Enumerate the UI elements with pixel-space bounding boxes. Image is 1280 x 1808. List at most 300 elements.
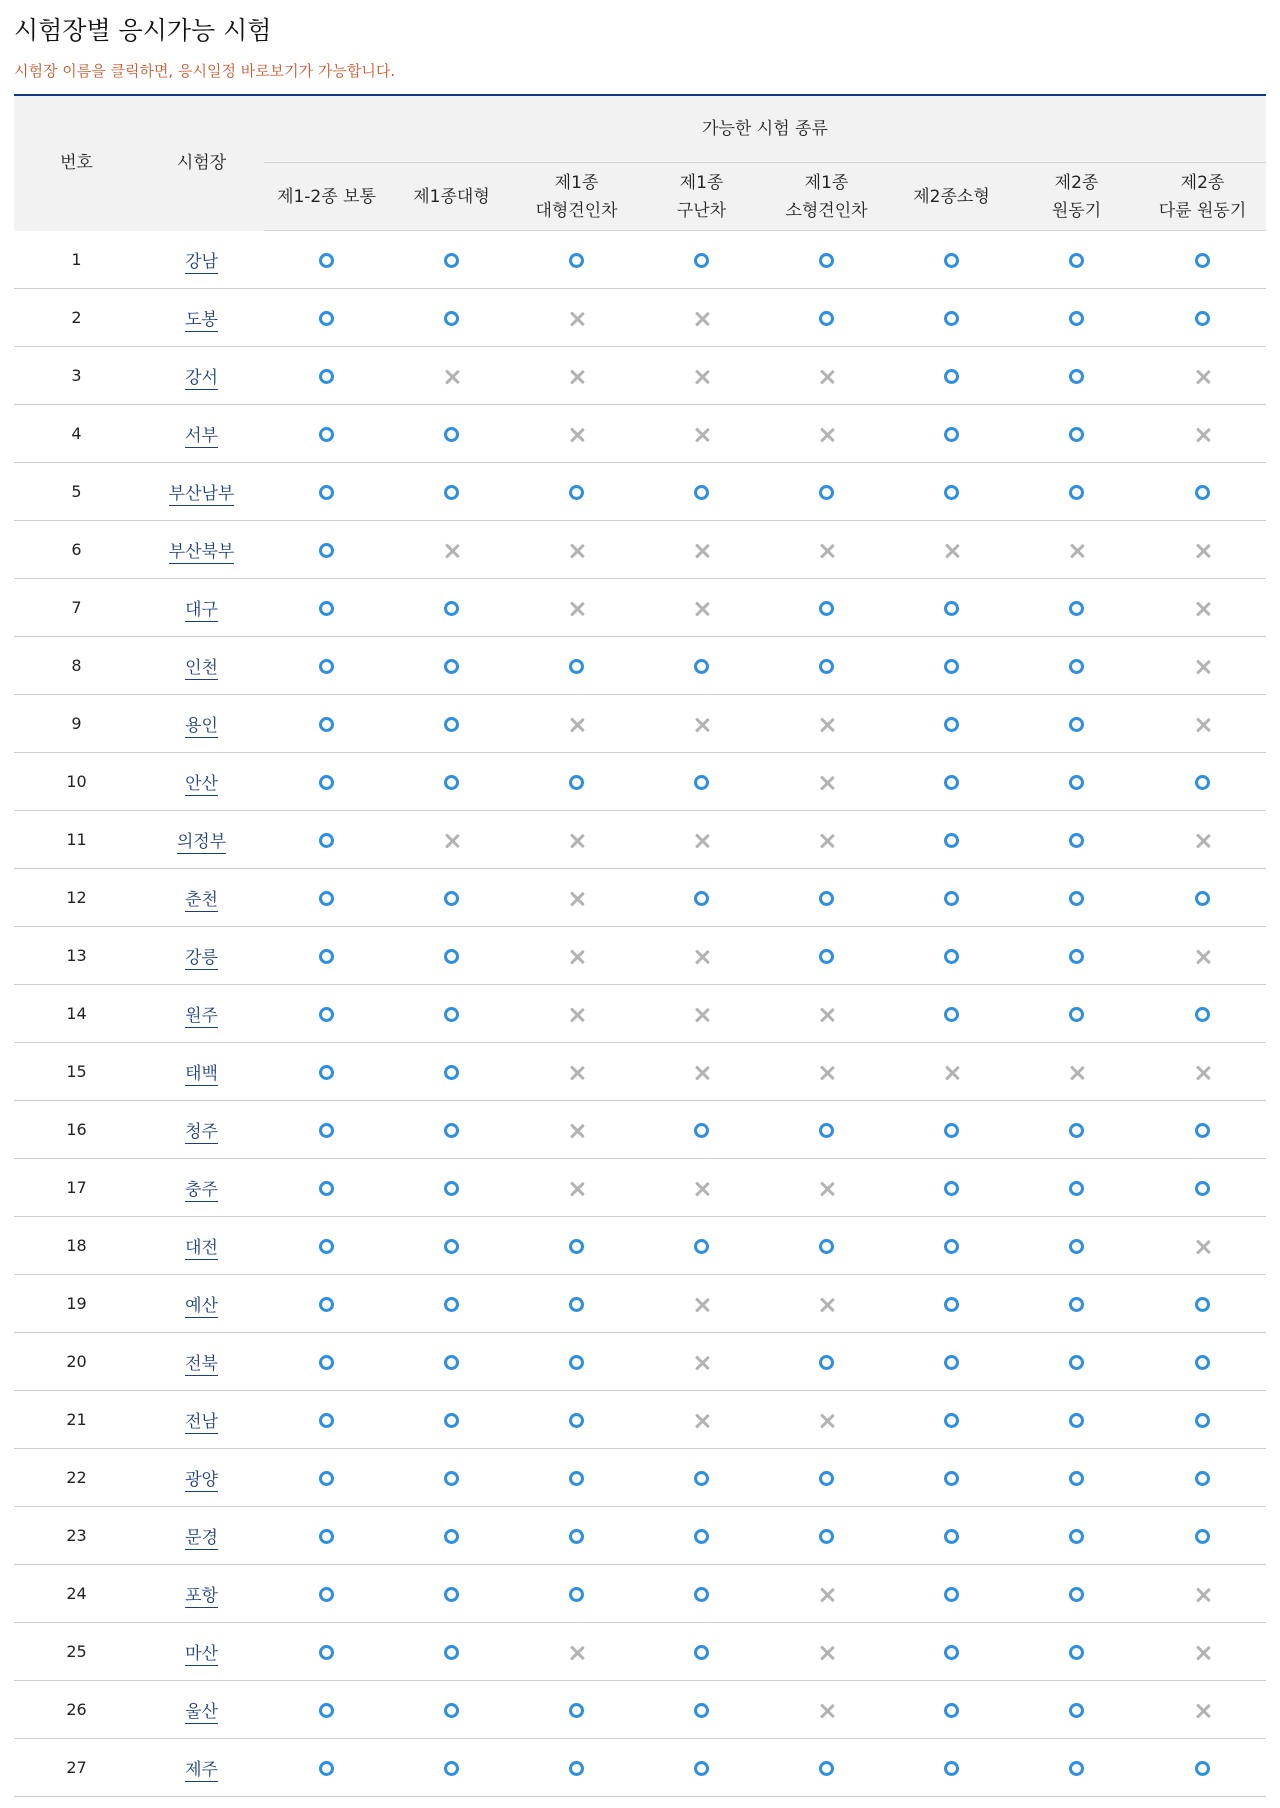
center-link[interactable]: 강남: [185, 251, 218, 272]
circle-o-icon: [694, 1761, 709, 1776]
table-row: [14, 811, 1266, 869]
circle-o-icon: [694, 891, 709, 906]
availability-cell: [1139, 695, 1266, 753]
circle-o-icon: [944, 253, 959, 268]
center-link[interactable]: 강서: [185, 368, 218, 388]
table-row: [14, 753, 1266, 811]
availability-cell: [1014, 753, 1139, 811]
availability-cell: [514, 753, 639, 811]
availability-cell: [764, 695, 889, 753]
availability-cell: [889, 347, 1014, 405]
center-link[interactable]: 도봉: [185, 310, 218, 330]
header-exam-type-line: 제2종: [1180, 172, 1225, 193]
x-icon: [819, 1065, 835, 1081]
circle-o-icon: [319, 1123, 334, 1138]
availability-cell: [389, 1681, 514, 1739]
availability-cell: [764, 289, 889, 347]
center-link[interactable]: 태백: [185, 1064, 218, 1084]
circle-o-icon: [319, 427, 334, 442]
availability-cell: [389, 695, 514, 753]
availability-cell: [389, 579, 514, 637]
circle-o-icon: [944, 1181, 959, 1196]
availability-cell: [764, 1333, 889, 1391]
availability-cell: [639, 811, 764, 869]
availability-cell: [389, 347, 514, 405]
circle-o-icon: [1069, 427, 1084, 442]
center-link[interactable]: 인천: [185, 658, 218, 678]
availability-cell: [1139, 1333, 1266, 1391]
header-number: 번호: [14, 95, 139, 231]
row-number: 21: [14, 1391, 139, 1449]
table-row: [14, 1681, 1266, 1739]
row-number: 10: [14, 753, 139, 811]
table-row: [14, 1449, 1266, 1507]
x-icon: [694, 427, 710, 443]
x-icon: [694, 311, 710, 327]
circle-o-icon: [319, 891, 334, 906]
availability-cell: [264, 289, 389, 347]
availability-cell: [764, 869, 889, 927]
center-link[interactable]: 의정부: [176, 832, 227, 852]
availability-cell: [1014, 405, 1139, 463]
circle-o-icon: [819, 659, 834, 674]
row-number: 23: [14, 1507, 139, 1565]
x-icon: [694, 1181, 710, 1197]
header-exam-type-line: 제1종대형: [413, 186, 490, 207]
header-exam-type-line: 원동기: [1051, 200, 1102, 221]
circle-o-icon: [569, 659, 584, 674]
circle-o-icon: [1195, 1471, 1210, 1486]
circle-o-icon: [1069, 1413, 1084, 1428]
availability-cell: [514, 1101, 639, 1159]
x-icon: [694, 543, 710, 559]
availability-cell: [764, 1391, 889, 1449]
header-exam-type: [514, 163, 639, 231]
availability-cell: [264, 521, 389, 579]
availability-cell: [264, 1043, 389, 1101]
availability-cell: [639, 927, 764, 985]
row-center-cell: [139, 405, 264, 463]
circle-o-icon: [319, 659, 334, 674]
availability-cell: [639, 1449, 764, 1507]
circle-o-icon: [319, 775, 334, 790]
row-number: 15: [14, 1043, 139, 1101]
circle-o-icon: [1195, 775, 1210, 790]
availability-cell: [764, 347, 889, 405]
circle-o-icon: [444, 601, 459, 616]
availability-cell: [514, 985, 639, 1043]
availability-cell: [639, 1333, 764, 1391]
availability-cell: [889, 1101, 1014, 1159]
x-icon: [1195, 1703, 1211, 1719]
header-exam-type-line: 제1종: [804, 172, 849, 193]
availability-cell: [514, 405, 639, 463]
row-number: 24: [14, 1565, 139, 1623]
availability-cell: [889, 985, 1014, 1043]
availability-cell: [264, 405, 389, 463]
center-link[interactable]: 안산: [185, 774, 218, 794]
circle-o-icon: [819, 601, 834, 616]
availability-cell: [889, 927, 1014, 985]
circle-o-icon: [319, 311, 334, 326]
availability-cell: [1014, 1449, 1139, 1507]
availability-cell: [764, 1217, 889, 1275]
availability-cell: [889, 1623, 1014, 1681]
x-icon: [694, 949, 710, 965]
center-link[interactable]: 전북: [185, 1354, 218, 1374]
row-center-cell: [139, 1623, 264, 1681]
circle-o-icon: [694, 1703, 709, 1718]
availability-cell: [514, 463, 639, 521]
x-icon: [819, 1181, 835, 1197]
availability-cell: [1139, 1739, 1266, 1797]
circle-o-icon: [944, 427, 959, 442]
circle-o-icon: [1069, 1761, 1084, 1776]
circle-o-icon: [944, 1471, 959, 1486]
availability-cell: [1014, 1101, 1139, 1159]
availability-cell: [764, 811, 889, 869]
header-exam-type: [1014, 163, 1139, 231]
availability-cell: [1139, 1043, 1266, 1101]
availability-cell: [764, 1507, 889, 1565]
availability-cell: [264, 1159, 389, 1217]
center-link[interactable]: 마산: [185, 1644, 218, 1664]
row-center-cell: [139, 1159, 264, 1217]
availability-cell: [264, 463, 389, 521]
availability-cell: [889, 231, 1014, 289]
availability-cell: [764, 1565, 889, 1623]
availability-cell: [389, 289, 514, 347]
circle-o-icon: [1195, 253, 1210, 268]
center-link[interactable]: 충주: [185, 1180, 218, 1200]
availability-cell: [514, 811, 639, 869]
circle-o-icon: [319, 1529, 334, 1544]
availability-cell: [389, 1101, 514, 1159]
availability-cell: [639, 1275, 764, 1333]
availability-cell: [889, 1159, 1014, 1217]
circle-o-icon: [1195, 1007, 1210, 1022]
availability-cell: [389, 1275, 514, 1333]
availability-cell: [389, 1565, 514, 1623]
availability-cell: [1014, 289, 1139, 347]
row-number: 26: [14, 1681, 139, 1739]
availability-cell: [1139, 1101, 1266, 1159]
x-icon: [569, 833, 585, 849]
availability-cell: [639, 1507, 764, 1565]
availability-cell: [1139, 1623, 1266, 1681]
center-link[interactable]: 서부: [185, 426, 218, 446]
circle-o-icon: [819, 1239, 834, 1254]
header-exam-type-line: 소형견인차: [785, 200, 868, 221]
circle-o-icon: [1195, 1297, 1210, 1312]
center-link[interactable]: 포항: [185, 1586, 218, 1606]
availability-cell: [264, 1333, 389, 1391]
availability-cell: [639, 1101, 764, 1159]
header-exam-type-line: 제1종: [679, 172, 724, 193]
circle-o-icon: [444, 1529, 459, 1544]
x-icon: [569, 1181, 585, 1197]
row-center-cell: [139, 1449, 264, 1507]
availability-cell: [514, 1217, 639, 1275]
center-link[interactable]: 대전: [185, 1238, 218, 1258]
circle-o-icon: [819, 311, 834, 326]
circle-o-icon: [944, 601, 959, 616]
availability-cell: [1139, 927, 1266, 985]
row-number: 19: [14, 1275, 139, 1333]
availability-cell: [1139, 1681, 1266, 1739]
availability-cell: [389, 1333, 514, 1391]
circle-o-icon: [444, 1123, 459, 1138]
availability-cell: [264, 637, 389, 695]
row-center-cell: [139, 753, 264, 811]
circle-o-icon: [1069, 485, 1084, 500]
availability-cell: [639, 1739, 764, 1797]
circle-o-icon: [319, 601, 334, 616]
header-center: 시험장: [139, 95, 264, 231]
availability-cell: [889, 1739, 1014, 1797]
availability-cell: [1014, 1507, 1139, 1565]
circle-o-icon: [319, 485, 334, 500]
availability-cell: [514, 1043, 639, 1101]
availability-cell: [764, 579, 889, 637]
circle-o-icon: [944, 1355, 959, 1370]
circle-o-icon: [444, 311, 459, 326]
availability-cell: [1139, 579, 1266, 637]
x-icon: [569, 1007, 585, 1023]
circle-o-icon: [444, 1587, 459, 1602]
center-link[interactable]: 청주: [185, 1122, 218, 1142]
circle-o-icon: [944, 949, 959, 964]
circle-o-icon: [1069, 949, 1084, 964]
center-link[interactable]: 춘천: [185, 890, 218, 910]
x-icon: [694, 369, 710, 385]
circle-o-icon: [444, 1181, 459, 1196]
header-exam-type-line: 구난차: [676, 200, 727, 221]
x-icon: [694, 1355, 710, 1371]
circle-o-icon: [569, 1413, 584, 1428]
availability-cell: [1139, 985, 1266, 1043]
availability-cell: [264, 1507, 389, 1565]
circle-o-icon: [319, 1297, 334, 1312]
x-icon: [694, 1007, 710, 1023]
availability-cell: [389, 1159, 514, 1217]
circle-o-icon: [319, 717, 334, 732]
x-icon: [1195, 601, 1211, 617]
availability-cell: [764, 1043, 889, 1101]
availability-cell: [1139, 231, 1266, 289]
circle-o-icon: [944, 1007, 959, 1022]
circle-o-icon: [319, 1703, 334, 1718]
row-center-cell: [139, 1565, 264, 1623]
header-exam-type-line: 대형견인차: [535, 200, 618, 221]
availability-cell: [514, 1391, 639, 1449]
x-icon: [1195, 949, 1211, 965]
availability-cell: [1014, 1391, 1139, 1449]
row-number: 3: [14, 347, 139, 405]
availability-cell: [639, 985, 764, 1043]
availability-cell: [1014, 231, 1139, 289]
x-icon: [819, 543, 835, 559]
circle-o-icon: [819, 253, 834, 268]
x-icon: [819, 1007, 835, 1023]
x-icon: [819, 1703, 835, 1719]
center-link[interactable]: 예산: [185, 1296, 218, 1316]
x-icon: [819, 1587, 835, 1603]
circle-o-icon: [694, 485, 709, 500]
circle-o-icon: [319, 1471, 334, 1486]
circle-o-icon: [944, 1645, 959, 1660]
circle-o-icon: [569, 1239, 584, 1254]
table-row: [14, 405, 1266, 463]
header-exam-type-line: 제2종소형: [913, 186, 990, 207]
circle-o-icon: [444, 1703, 459, 1718]
x-icon: [944, 1065, 960, 1081]
center-link[interactable]: 대구: [185, 600, 218, 620]
circle-o-icon: [819, 485, 834, 500]
circle-o-icon: [444, 1645, 459, 1660]
availability-cell: [1014, 637, 1139, 695]
table-row: [14, 637, 1266, 695]
circle-o-icon: [319, 1645, 334, 1660]
availability-cell: [514, 1275, 639, 1333]
circle-o-icon: [694, 659, 709, 674]
availability-cell: [639, 347, 764, 405]
availability-cell: [639, 1623, 764, 1681]
availability-cell: [889, 1449, 1014, 1507]
table-row: [14, 289, 1266, 347]
row-number: 5: [14, 463, 139, 521]
row-number: 16: [14, 1101, 139, 1159]
x-icon: [569, 717, 585, 733]
table-row: [14, 579, 1266, 637]
circle-o-icon: [1195, 1355, 1210, 1370]
x-icon: [1195, 369, 1211, 385]
availability-cell: [264, 1739, 389, 1797]
circle-o-icon: [1069, 253, 1084, 268]
availability-cell: [514, 347, 639, 405]
table-row: [14, 1391, 1266, 1449]
row-center-cell: [139, 1333, 264, 1391]
row-center-cell: [139, 521, 264, 579]
row-number: 13: [14, 927, 139, 985]
availability-cell: [639, 753, 764, 811]
availability-cell: [264, 695, 389, 753]
availability-cell: [889, 1565, 1014, 1623]
circle-o-icon: [319, 1239, 334, 1254]
center-link[interactable]: 울산: [185, 1702, 218, 1722]
availability-cell: [1139, 289, 1266, 347]
availability-cell: [764, 985, 889, 1043]
center-link[interactable]: 전남: [185, 1412, 218, 1432]
row-number: 22: [14, 1449, 139, 1507]
table-row: [14, 1565, 1266, 1623]
row-number: 2: [14, 289, 139, 347]
circle-o-icon: [1069, 1297, 1084, 1312]
availability-cell: [889, 1391, 1014, 1449]
row-center-cell: [139, 1391, 264, 1449]
availability-cell: [389, 1739, 514, 1797]
table-row: [14, 521, 1266, 579]
circle-o-icon: [819, 1529, 834, 1544]
row-center-cell: [139, 637, 264, 695]
center-link[interactable]: 부산북부: [168, 542, 235, 562]
availability-cell: [639, 1159, 764, 1217]
availability-cell: [889, 1333, 1014, 1391]
header-exam-type-line: 제2종: [1054, 172, 1099, 193]
availability-cell: [514, 927, 639, 985]
availability-cell: [639, 463, 764, 521]
availability-cell: [264, 1217, 389, 1275]
circle-o-icon: [319, 833, 334, 848]
availability-cell: [389, 463, 514, 521]
availability-cell: [764, 1275, 889, 1333]
circle-o-icon: [319, 543, 334, 558]
circle-o-icon: [1069, 1587, 1084, 1602]
row-center-cell: [139, 1101, 264, 1159]
circle-o-icon: [944, 1123, 959, 1138]
header-exam-type: [889, 163, 1014, 231]
header-exam-type: [1139, 163, 1266, 231]
availability-cell: [389, 1043, 514, 1101]
center-link[interactable]: 강릉: [185, 948, 218, 968]
table-row: [14, 1507, 1266, 1565]
availability-cell: [1014, 1043, 1139, 1101]
availability-cell: [764, 1101, 889, 1159]
availability-cell: [1014, 1159, 1139, 1217]
availability-cell: [889, 1217, 1014, 1275]
center-link[interactable]: 용인: [185, 716, 218, 736]
table-row: [14, 927, 1266, 985]
x-icon: [569, 311, 585, 327]
availability-cell: [889, 1507, 1014, 1565]
circle-o-icon: [569, 1703, 584, 1718]
x-icon: [444, 543, 460, 559]
center-link[interactable]: 광양: [185, 1470, 218, 1490]
x-icon: [569, 369, 585, 385]
x-icon: [819, 775, 835, 791]
center-link[interactable]: 부산남부: [168, 484, 235, 504]
circle-o-icon: [944, 1761, 959, 1776]
x-icon: [1195, 543, 1211, 559]
x-icon: [1195, 717, 1211, 733]
x-icon: [944, 543, 960, 559]
x-icon: [444, 833, 460, 849]
availability-cell: [639, 405, 764, 463]
center-link[interactable]: 원주: [185, 1006, 218, 1026]
circle-o-icon: [944, 717, 959, 732]
availability-cell: [1014, 521, 1139, 579]
circle-o-icon: [944, 891, 959, 906]
circle-o-icon: [444, 717, 459, 732]
table-row: [14, 1217, 1266, 1275]
availability-cell: [514, 1333, 639, 1391]
availability-cell: [889, 811, 1014, 869]
availability-cell: [1139, 869, 1266, 927]
row-number: 11: [14, 811, 139, 869]
x-icon: [569, 601, 585, 617]
circle-o-icon: [444, 891, 459, 906]
center-link[interactable]: 제주: [185, 1760, 218, 1780]
x-icon: [1195, 1645, 1211, 1661]
circle-o-icon: [444, 949, 459, 964]
row-number: 8: [14, 637, 139, 695]
center-link[interactable]: 문경: [185, 1528, 218, 1548]
availability-cell: [1139, 405, 1266, 463]
circle-o-icon: [444, 1471, 459, 1486]
circle-o-icon: [694, 1529, 709, 1544]
availability-cell: [389, 753, 514, 811]
availability-cell: [1014, 869, 1139, 927]
